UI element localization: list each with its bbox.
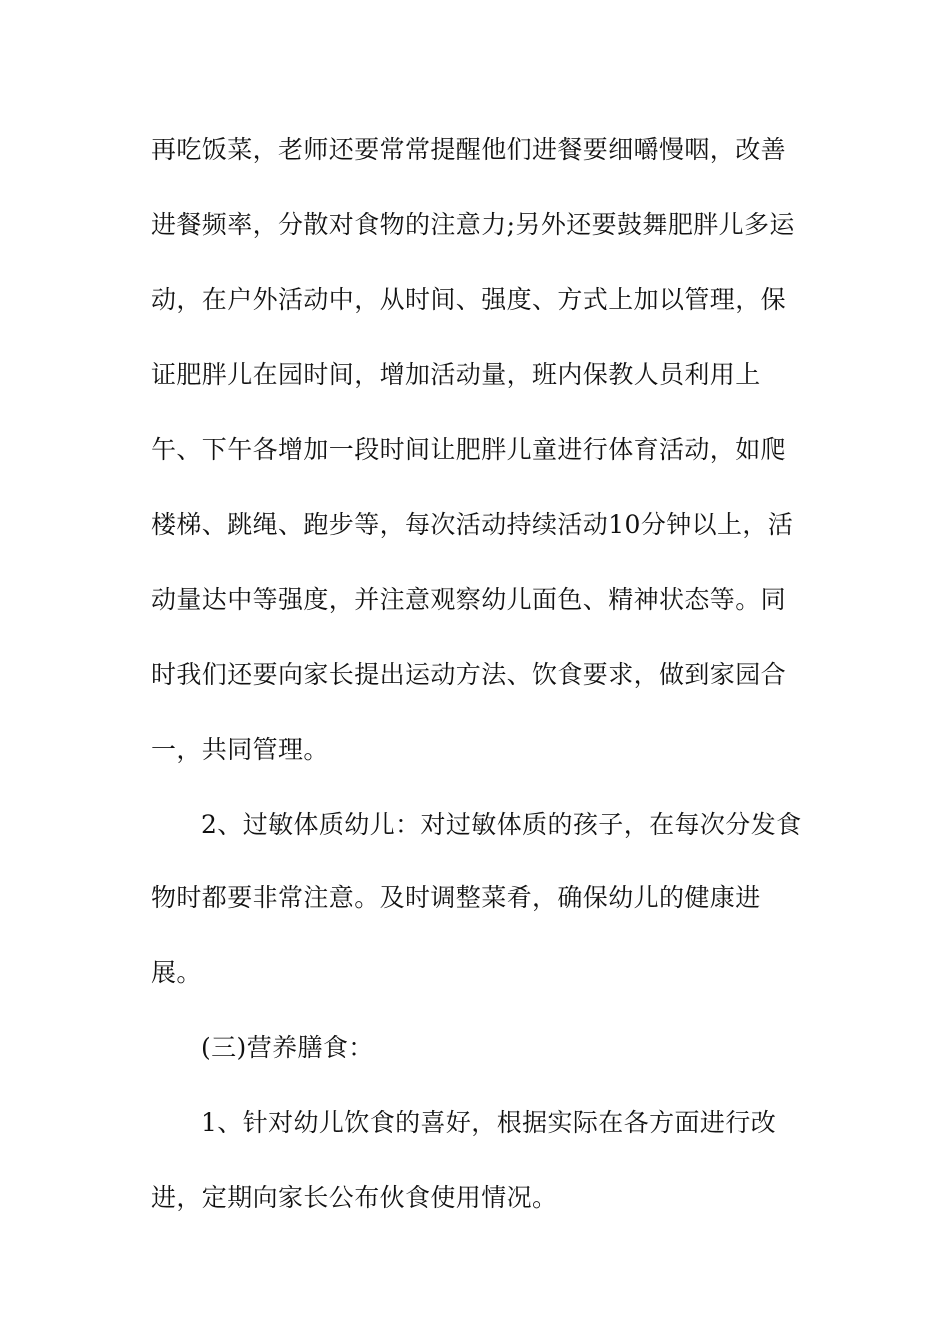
text-line-1: 再吃饭菜，老师还要常常提醒他们进餐要细嚼慢咽，改善 bbox=[151, 135, 787, 164]
section-heading: (三)营养膳食： bbox=[201, 1033, 374, 1062]
text-line-4: 证肥胖儿在园时间，增加活动量，班内保教人员利用上 bbox=[151, 360, 761, 389]
text-line-10: 2、过敏体质幼儿：对过敏体质的孩子，在每次分发食 bbox=[201, 810, 802, 839]
text-line-6: 楼梯、跳绳、跑步等，每次活动持续活动10分钟以上，活 bbox=[151, 510, 794, 539]
text-line-9: 一，共同管理。 bbox=[151, 735, 329, 764]
text-line-3: 动，在户外活动中，从时间、强度、方式上加以管理，保 bbox=[151, 285, 787, 314]
text-line-12: 展。 bbox=[151, 958, 202, 987]
text-line-8: 时我们还要向家长提出运动方法、饮食要求，做到家园合 bbox=[151, 660, 787, 689]
text-line-15: 进，定期向家长公布伙食使用情况。 bbox=[151, 1183, 558, 1212]
text-line-11: 物时都要非常注意。及时调整菜肴，确保幼儿的健康进 bbox=[151, 883, 761, 912]
text-line-14: 1、针对幼儿饮食的喜好，根据实际在各方面进行改 bbox=[201, 1108, 777, 1137]
text-line-2: 进餐频率，分散对食物的注意力;另外还要鼓舞肥胖儿多运 bbox=[151, 210, 795, 239]
text-line-5: 午、下午各增加一段时间让肥胖儿童进行体育活动，如爬 bbox=[151, 435, 787, 464]
text-line-7: 动量达中等强度，并注意观察幼儿面色、精神状态等。同 bbox=[151, 585, 787, 614]
